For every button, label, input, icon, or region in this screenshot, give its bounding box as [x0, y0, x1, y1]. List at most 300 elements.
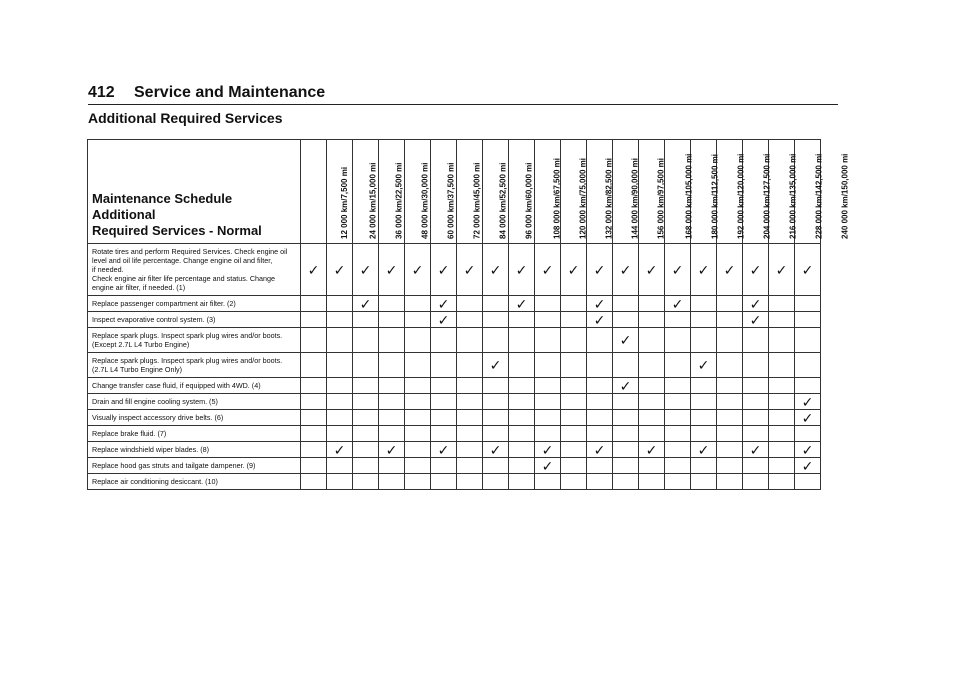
empty-interval-cell — [509, 410, 535, 426]
empty-interval-cell — [353, 442, 379, 458]
empty-interval-cell — [587, 353, 613, 378]
empty-interval-cell — [639, 296, 665, 312]
service-description-line: Replace spark plugs. Inspect spark plug wires and/or boots. — [92, 331, 283, 340]
check-mark-icon: ✓ — [769, 244, 795, 296]
interval-header — [457, 140, 507, 244]
empty-interval-cell — [301, 394, 327, 410]
empty-interval-cell — [691, 312, 717, 328]
check-mark-icon: ✓ — [613, 378, 639, 394]
interval-label: 144 000 km/90,000 mi — [629, 158, 639, 239]
empty-interval-cell — [613, 410, 639, 426]
service-description — [88, 244, 301, 296]
empty-interval-cell — [795, 296, 821, 312]
check-mark-icon: ✓ — [431, 244, 457, 296]
interval-header — [795, 140, 850, 244]
service-description-line: Inspect evaporative control system. (3) — [92, 315, 216, 324]
empty-interval-cell — [405, 410, 431, 426]
empty-interval-cell — [457, 474, 483, 490]
empty-interval-cell — [665, 312, 691, 328]
empty-interval-cell — [405, 328, 431, 353]
check-mark-icon: ✓ — [587, 296, 613, 312]
interval-label: 120 000 km/75,000 mi — [577, 158, 587, 239]
service-description-line: Replace windshield wiper blades. (8) — [92, 445, 210, 454]
empty-interval-cell — [613, 312, 639, 328]
page-subtitle: Additional Required Services — [88, 110, 283, 126]
check-mark-icon: ✓ — [613, 244, 639, 296]
empty-interval-cell — [379, 312, 405, 328]
empty-interval-cell — [665, 353, 691, 378]
empty-interval-cell — [769, 442, 795, 458]
empty-interval-cell — [431, 353, 457, 378]
empty-interval-cell — [431, 328, 457, 353]
empty-interval-cell — [483, 394, 509, 410]
table-row — [88, 394, 821, 410]
empty-interval-cell — [717, 394, 743, 410]
empty-interval-cell — [379, 410, 405, 426]
check-mark-icon: ✓ — [691, 353, 717, 378]
interval-header — [639, 140, 694, 244]
empty-interval-cell — [353, 426, 379, 442]
empty-interval-cell — [743, 410, 769, 426]
empty-interval-cell — [769, 458, 795, 474]
empty-interval-cell — [327, 426, 353, 442]
check-mark-icon: ✓ — [431, 312, 457, 328]
interval-label: 228 000 km/142,500 mi — [814, 153, 824, 239]
interval-header — [769, 140, 824, 244]
empty-interval-cell — [613, 474, 639, 490]
empty-interval-cell — [717, 410, 743, 426]
empty-interval-cell — [639, 474, 665, 490]
table-row — [88, 458, 821, 474]
table-row — [88, 296, 821, 312]
check-mark-icon: ✓ — [483, 353, 509, 378]
empty-interval-cell — [639, 426, 665, 442]
empty-interval-cell — [795, 474, 821, 490]
empty-interval-cell — [405, 296, 431, 312]
service-description — [88, 328, 301, 353]
empty-interval-cell — [509, 378, 535, 394]
table-row — [88, 312, 821, 328]
table-body — [88, 244, 821, 490]
empty-interval-cell — [587, 410, 613, 426]
empty-interval-cell — [483, 378, 509, 394]
service-description — [88, 442, 301, 458]
empty-interval-cell — [561, 378, 587, 394]
check-mark-icon: ✓ — [795, 410, 821, 426]
empty-interval-cell — [535, 426, 561, 442]
check-mark-icon: ✓ — [483, 244, 509, 296]
service-description-line: Replace spark plugs. Inspect spark plug wires and/or boots. — [92, 356, 283, 365]
empty-interval-cell — [301, 442, 327, 458]
check-mark-icon: ✓ — [795, 458, 821, 474]
service-description-line: Replace passenger compartment air filter. (2) — [92, 299, 236, 308]
interval-label: 192 000 km/120,000 mi — [736, 153, 746, 239]
empty-interval-cell — [535, 312, 561, 328]
check-mark-icon: ✓ — [587, 244, 613, 296]
empty-interval-cell — [379, 394, 405, 410]
empty-interval-cell — [665, 378, 691, 394]
interval-header — [405, 140, 455, 244]
table-row — [88, 378, 821, 394]
service-description — [88, 410, 301, 426]
empty-interval-cell — [691, 458, 717, 474]
service-description-line: Change transfer case fluid, if equipped with 4WD. (4) — [92, 381, 261, 390]
service-description-line: Replace air conditioning desiccant. (10) — [92, 477, 218, 486]
empty-interval-cell — [431, 426, 457, 442]
empty-interval-cell — [561, 353, 587, 378]
empty-interval-cell — [509, 474, 535, 490]
interval-label: 24 000 km/15,000 mi — [367, 162, 377, 239]
empty-interval-cell — [483, 474, 509, 490]
empty-interval-cell — [353, 394, 379, 410]
interval-label: 216 000 km/135,000 mi — [788, 153, 798, 239]
check-mark-icon: ✓ — [405, 244, 431, 296]
empty-interval-cell — [665, 458, 691, 474]
interval-header — [301, 140, 349, 244]
check-mark-icon: ✓ — [457, 244, 483, 296]
service-description-line: Visually inspect accessory drive belts. (6) — [92, 413, 224, 422]
interval-header — [691, 140, 746, 244]
empty-interval-cell — [301, 426, 327, 442]
check-mark-icon: ✓ — [431, 442, 457, 458]
empty-interval-cell — [327, 458, 353, 474]
check-mark-icon: ✓ — [795, 442, 821, 458]
table-row — [88, 442, 821, 458]
service-description — [88, 353, 301, 378]
empty-interval-cell — [561, 458, 587, 474]
check-mark-icon: ✓ — [665, 296, 691, 312]
interval-label: 180 000 km/112,500 mi — [709, 154, 719, 239]
check-mark-icon: ✓ — [379, 244, 405, 296]
maintenance-schedule-table — [87, 139, 850, 490]
empty-interval-cell — [353, 458, 379, 474]
empty-interval-cell — [769, 353, 795, 378]
empty-interval-cell — [561, 328, 587, 353]
empty-interval-cell — [769, 312, 795, 328]
empty-interval-cell — [769, 426, 795, 442]
empty-interval-cell — [717, 328, 743, 353]
empty-interval-cell — [587, 378, 613, 394]
empty-interval-cell — [613, 296, 639, 312]
empty-interval-cell — [587, 394, 613, 410]
empty-interval-cell — [795, 426, 821, 442]
empty-interval-cell — [691, 328, 717, 353]
empty-interval-cell — [327, 394, 353, 410]
interval-header — [613, 140, 665, 244]
empty-interval-cell — [743, 353, 769, 378]
empty-interval-cell — [795, 378, 821, 394]
check-mark-icon: ✓ — [743, 442, 769, 458]
empty-interval-cell — [665, 474, 691, 490]
interval-header — [353, 140, 403, 244]
empty-interval-cell — [405, 378, 431, 394]
empty-interval-cell — [535, 296, 561, 312]
check-mark-icon: ✓ — [743, 244, 769, 296]
interval-label: 36 000 km/22,500 mi — [393, 162, 403, 239]
service-description-line: engine air filter, if needed. (1) — [92, 283, 186, 292]
service-description — [88, 458, 301, 474]
empty-interval-cell — [509, 426, 535, 442]
empty-interval-cell — [691, 296, 717, 312]
service-description-line: Replace hood gas struts and tailgate dampener. (9) — [92, 461, 256, 470]
page-number: 412 — [88, 84, 115, 101]
empty-interval-cell — [327, 353, 353, 378]
empty-interval-cell — [691, 394, 717, 410]
check-mark-icon: ✓ — [691, 442, 717, 458]
interval-header — [561, 140, 613, 244]
section-title: Service and Maintenance — [134, 84, 326, 101]
check-mark-icon: ✓ — [431, 296, 457, 312]
service-description-line: Replace brake fluid. (7) — [92, 429, 167, 438]
interval-label: 204 000 km/127,500 mi — [762, 153, 772, 239]
empty-interval-cell — [535, 474, 561, 490]
empty-interval-cell — [431, 410, 457, 426]
service-description-line: (Except 2.7L L4 Turbo Engine) — [92, 340, 190, 349]
table-row — [88, 244, 821, 296]
empty-interval-cell — [795, 328, 821, 353]
empty-interval-cell — [301, 458, 327, 474]
interval-label: 156 000 km/97,500 mi — [655, 158, 665, 239]
empty-interval-cell — [665, 410, 691, 426]
interval-header — [379, 140, 429, 244]
empty-interval-cell — [795, 353, 821, 378]
empty-interval-cell — [717, 474, 743, 490]
empty-interval-cell — [639, 353, 665, 378]
empty-interval-cell — [769, 410, 795, 426]
empty-interval-cell — [457, 426, 483, 442]
check-mark-icon: ✓ — [613, 328, 639, 353]
empty-interval-cell — [483, 328, 509, 353]
empty-interval-cell — [743, 458, 769, 474]
empty-interval-cell — [379, 474, 405, 490]
service-description-line: Rotate tires and perform Required Services. Check engine oil — [92, 247, 288, 256]
interval-header — [431, 140, 481, 244]
empty-interval-cell — [587, 426, 613, 442]
empty-interval-cell — [535, 410, 561, 426]
empty-interval-cell — [483, 410, 509, 426]
check-mark-icon: ✓ — [535, 244, 561, 296]
interval-label: 12 000 km/7,500 mi — [339, 166, 349, 239]
empty-interval-cell — [769, 328, 795, 353]
empty-interval-cell — [535, 378, 561, 394]
interval-header — [717, 140, 772, 244]
empty-interval-cell — [639, 378, 665, 394]
interval-label: 240 000 km/150,000 mi — [840, 153, 850, 239]
empty-interval-cell — [561, 410, 587, 426]
empty-interval-cell — [457, 442, 483, 458]
empty-interval-cell — [717, 458, 743, 474]
empty-interval-cell — [639, 328, 665, 353]
empty-interval-cell — [639, 394, 665, 410]
empty-interval-cell — [301, 296, 327, 312]
table-row — [88, 474, 821, 490]
empty-interval-cell — [405, 394, 431, 410]
table-row — [88, 410, 821, 426]
check-mark-icon: ✓ — [665, 244, 691, 296]
table-header-row — [88, 140, 821, 244]
check-mark-icon: ✓ — [483, 442, 509, 458]
empty-interval-cell — [743, 328, 769, 353]
empty-interval-cell — [353, 474, 379, 490]
empty-interval-cell — [301, 474, 327, 490]
empty-interval-cell — [353, 410, 379, 426]
empty-interval-cell — [431, 394, 457, 410]
check-mark-icon: ✓ — [509, 244, 535, 296]
empty-interval-cell — [587, 458, 613, 474]
empty-interval-cell — [509, 394, 535, 410]
empty-interval-cell — [301, 328, 327, 353]
interval-header — [483, 140, 533, 244]
empty-interval-cell — [483, 296, 509, 312]
empty-interval-cell — [613, 458, 639, 474]
empty-interval-cell — [769, 296, 795, 312]
empty-interval-cell — [405, 474, 431, 490]
interval-label: 72 000 km/45,000 mi — [471, 162, 481, 239]
empty-interval-cell — [613, 426, 639, 442]
empty-interval-cell — [717, 296, 743, 312]
check-mark-icon: ✓ — [795, 394, 821, 410]
empty-interval-cell — [769, 394, 795, 410]
empty-interval-cell — [691, 474, 717, 490]
empty-interval-cell — [301, 353, 327, 378]
check-mark-icon: ✓ — [639, 244, 665, 296]
empty-interval-cell — [457, 296, 483, 312]
check-mark-icon: ✓ — [327, 442, 353, 458]
check-mark-icon: ✓ — [535, 458, 561, 474]
empty-interval-cell — [353, 328, 379, 353]
empty-interval-cell — [639, 458, 665, 474]
empty-interval-cell — [327, 474, 353, 490]
check-mark-icon: ✓ — [301, 244, 327, 296]
empty-interval-cell — [431, 458, 457, 474]
empty-interval-cell — [639, 410, 665, 426]
empty-interval-cell — [561, 442, 587, 458]
check-mark-icon: ✓ — [743, 296, 769, 312]
empty-interval-cell — [665, 394, 691, 410]
empty-interval-cell — [509, 312, 535, 328]
empty-interval-cell — [353, 312, 379, 328]
empty-interval-cell — [379, 458, 405, 474]
interval-header — [665, 140, 719, 244]
empty-interval-cell — [717, 378, 743, 394]
interval-label: 132 000 km/82,500 mi — [603, 158, 613, 239]
table-title-cell — [88, 140, 301, 244]
empty-interval-cell — [405, 442, 431, 458]
check-mark-icon: ✓ — [353, 296, 379, 312]
empty-interval-cell — [457, 353, 483, 378]
empty-interval-cell — [613, 353, 639, 378]
interval-label: 84 000 km/52,500 mi — [497, 162, 507, 239]
empty-interval-cell — [561, 296, 587, 312]
empty-interval-cell — [353, 378, 379, 394]
check-mark-icon: ✓ — [587, 442, 613, 458]
empty-interval-cell — [431, 378, 457, 394]
page-header — [88, 84, 838, 105]
empty-interval-cell — [405, 458, 431, 474]
check-mark-icon: ✓ — [327, 244, 353, 296]
table-row — [88, 328, 821, 353]
check-mark-icon: ✓ — [379, 442, 405, 458]
empty-interval-cell — [717, 442, 743, 458]
empty-interval-cell — [327, 312, 353, 328]
empty-interval-cell — [717, 426, 743, 442]
service-description-line: Drain and fill engine cooling system. (5) — [92, 397, 218, 406]
table-title-line2: Required Services - Normal — [92, 223, 262, 238]
service-description-line: (2.7L L4 Turbo Engine Only) — [92, 365, 183, 374]
check-mark-icon: ✓ — [691, 244, 717, 296]
empty-interval-cell — [743, 474, 769, 490]
service-description-line: if needed. — [92, 265, 124, 274]
empty-interval-cell — [353, 353, 379, 378]
empty-interval-cell — [561, 474, 587, 490]
check-mark-icon: ✓ — [561, 244, 587, 296]
empty-interval-cell — [769, 378, 795, 394]
service-description — [88, 474, 301, 490]
empty-interval-cell — [405, 353, 431, 378]
empty-interval-cell — [457, 312, 483, 328]
empty-interval-cell — [405, 426, 431, 442]
check-mark-icon: ✓ — [717, 244, 743, 296]
empty-interval-cell — [561, 426, 587, 442]
empty-interval-cell — [379, 426, 405, 442]
interval-label: 168 000 km/105,000 mi — [684, 153, 694, 239]
empty-interval-cell — [327, 296, 353, 312]
service-description-line: level and oil life percentage. Change engine oil and filter, — [92, 256, 273, 265]
empty-interval-cell — [483, 458, 509, 474]
interval-label: 96 000 km/60,000 mi — [523, 162, 533, 239]
interval-header — [509, 140, 561, 244]
empty-interval-cell — [327, 378, 353, 394]
empty-interval-cell — [665, 328, 691, 353]
empty-interval-cell — [535, 394, 561, 410]
service-description — [88, 426, 301, 442]
empty-interval-cell — [457, 378, 483, 394]
empty-interval-cell — [743, 394, 769, 410]
empty-interval-cell — [587, 328, 613, 353]
table-row — [88, 426, 821, 442]
empty-interval-cell — [587, 474, 613, 490]
empty-interval-cell — [301, 378, 327, 394]
empty-interval-cell — [561, 312, 587, 328]
empty-interval-cell — [743, 426, 769, 442]
check-mark-icon: ✓ — [639, 442, 665, 458]
empty-interval-cell — [535, 328, 561, 353]
empty-interval-cell — [483, 426, 509, 442]
empty-interval-cell — [509, 328, 535, 353]
interval-header — [535, 140, 587, 244]
table-row — [88, 353, 821, 378]
empty-interval-cell — [613, 442, 639, 458]
service-description — [88, 378, 301, 394]
check-mark-icon: ✓ — [795, 244, 821, 296]
empty-interval-cell — [379, 328, 405, 353]
empty-interval-cell — [379, 353, 405, 378]
interval-label: 108 000 km/67,500 mi — [551, 158, 561, 239]
check-mark-icon: ✓ — [587, 312, 613, 328]
interval-header — [743, 140, 798, 244]
interval-header — [587, 140, 639, 244]
check-mark-icon: ✓ — [353, 244, 379, 296]
empty-interval-cell — [457, 328, 483, 353]
empty-interval-cell — [795, 312, 821, 328]
service-description — [88, 296, 301, 312]
empty-interval-cell — [301, 410, 327, 426]
check-mark-icon: ✓ — [743, 312, 769, 328]
empty-interval-cell — [665, 442, 691, 458]
empty-interval-cell — [691, 410, 717, 426]
service-description-line: Check engine air filter life percentage and status. Change — [92, 274, 275, 283]
empty-interval-cell — [431, 474, 457, 490]
